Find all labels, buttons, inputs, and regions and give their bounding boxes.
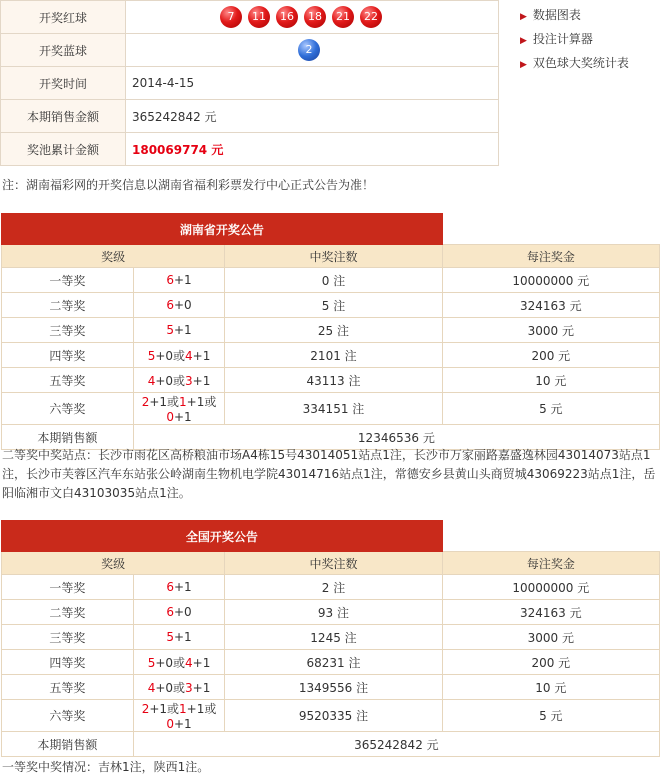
prize-level: 二等奖 xyxy=(2,293,134,318)
prize-row xyxy=(2,625,660,650)
prize-amount: 5 元 xyxy=(442,700,659,732)
match-rule-part: +1或 xyxy=(186,702,217,716)
match-rule-part: 5 xyxy=(147,655,156,670)
winner-count: 9520335 注 xyxy=(225,700,442,732)
col-header-prize: 每注奖金 xyxy=(442,552,659,575)
match-rule-part: 4 xyxy=(147,680,156,695)
prize-level: 三等奖 xyxy=(2,318,134,343)
prize-level: 二等奖 xyxy=(2,600,134,625)
match-rule-part: 5 xyxy=(166,323,174,337)
jackpot-amount: 180069774 元 xyxy=(126,133,499,166)
match-rule xyxy=(133,575,225,600)
prize-row xyxy=(2,318,660,343)
prize-row xyxy=(2,293,660,318)
match-rule-part: 6 xyxy=(166,605,174,619)
hunan-second-prize-stations: 二等奖中奖站点：长沙市雨花区高桥粮油市场A4栋15号43014051站点1注，长沙市万家丽路嘉盛逸林园43014073站点1注，长沙市芙蓉区汽车东站张公岭湖南生物机电学院43014716站点1注，常德安乡县黄山头商贸城43069223站点1注，岳阳临湘市文白43103035站点1注。 xyxy=(2,448,656,500)
sales-value: 365242842 元 xyxy=(133,732,659,757)
match-rule-part: 5 xyxy=(147,348,156,363)
match-rule-part: 3 xyxy=(185,373,193,388)
section-title: 湖南省开奖公告 xyxy=(2,214,443,245)
prize-row xyxy=(2,343,660,368)
red-ball: 11 xyxy=(248,6,270,28)
match-rule xyxy=(133,625,225,650)
match-rule-part: +1 xyxy=(174,580,192,594)
triangle-right-icon: ▶ xyxy=(520,60,527,70)
match-rule xyxy=(133,675,225,700)
winner-count: 93 注 xyxy=(225,600,442,625)
link-label: 双色球大奖统计表 xyxy=(532,56,629,70)
winner-count: 5 注 xyxy=(225,293,442,318)
blue-ball-cell xyxy=(126,34,499,67)
triangle-right-icon: ▶ xyxy=(520,12,527,22)
match-rule-part: 0 xyxy=(166,410,174,424)
match-rule xyxy=(133,368,225,393)
match-rule-part: +1或 xyxy=(149,395,180,409)
prize-amount: 324163 元 xyxy=(442,293,659,318)
prize-amount: 200 元 xyxy=(442,650,659,675)
match-rule-part: 0 xyxy=(166,717,174,731)
side-links xyxy=(520,6,629,78)
triangle-right-icon: ▶ xyxy=(520,36,527,46)
match-rule-part: 6 xyxy=(166,580,174,594)
national-first-prize-info: 一等奖中奖情况：吉林1注，陕西1注。 xyxy=(2,760,210,774)
red-ball: 7 xyxy=(220,6,242,28)
sales-label: 本期销售额 xyxy=(2,732,134,757)
national-results-table xyxy=(1,520,660,757)
match-rule-part: +0或 xyxy=(155,680,186,695)
sales-value: 12346536 元 xyxy=(133,425,659,450)
match-rule xyxy=(133,393,225,425)
red-balls-label: 开奖红球 xyxy=(1,1,126,34)
prize-level: 五等奖 xyxy=(2,368,134,393)
winner-count: 0 注 xyxy=(225,268,442,293)
prize-level: 四等奖 xyxy=(2,650,134,675)
prize-row xyxy=(2,393,660,425)
match-rule-part: +1或 xyxy=(149,702,180,716)
prize-amount: 10 元 xyxy=(442,675,659,700)
link-jackpot-stats[interactable] xyxy=(520,54,629,78)
match-rule xyxy=(133,293,225,318)
prize-row xyxy=(2,675,660,700)
match-rule-part: +1 xyxy=(174,717,192,731)
link-label: 投注计算器 xyxy=(532,32,593,46)
draw-date: 2014-4-15 xyxy=(126,67,499,100)
prize-level: 五等奖 xyxy=(2,675,134,700)
match-rule xyxy=(133,700,225,732)
match-rule-part: +1 xyxy=(174,410,192,424)
prize-amount: 10000000 元 xyxy=(442,575,659,600)
draw-info-table xyxy=(0,0,499,166)
prize-level: 四等奖 xyxy=(2,343,134,368)
match-rule xyxy=(133,600,225,625)
match-rule-part: +0 xyxy=(174,605,192,619)
match-rule-part: 4 xyxy=(185,348,193,363)
blue-ball-label: 开奖蓝球 xyxy=(1,34,126,67)
winner-count: 1245 注 xyxy=(225,625,442,650)
match-rule-part: 1 xyxy=(179,702,187,716)
red-ball: 21 xyxy=(332,6,354,28)
prize-level: 六等奖 xyxy=(2,700,134,732)
match-rule-part: +0或 xyxy=(155,373,186,388)
match-rule-part: +1 xyxy=(174,630,192,644)
prize-level: 一等奖 xyxy=(2,268,134,293)
match-rule-part: 4 xyxy=(185,655,193,670)
prize-level: 三等奖 xyxy=(2,625,134,650)
match-rule-part: 3 xyxy=(185,680,193,695)
winner-count: 334151 注 xyxy=(225,393,442,425)
match-rule-part: +0或 xyxy=(155,348,186,363)
prize-row xyxy=(2,575,660,600)
red-ball: 16 xyxy=(276,6,298,28)
match-rule-part: 5 xyxy=(166,630,174,644)
winner-count: 2 注 xyxy=(225,575,442,600)
winner-count: 2101 注 xyxy=(225,343,442,368)
match-rule-part: +0 xyxy=(174,298,192,312)
link-data-chart[interactable] xyxy=(520,6,629,30)
col-header-count: 中奖注数 xyxy=(225,245,442,268)
match-rule-part: +1 xyxy=(174,273,192,287)
match-rule-part: 2 xyxy=(141,395,150,409)
match-rule-part: +1 xyxy=(174,323,192,337)
col-header-count: 中奖注数 xyxy=(225,552,442,575)
match-rule xyxy=(133,650,225,675)
red-balls xyxy=(126,1,499,34)
match-rule xyxy=(133,343,225,368)
match-rule-part: +1 xyxy=(192,348,211,363)
draw-date-label: 开奖时间 xyxy=(1,67,126,100)
prize-row xyxy=(2,700,660,732)
jackpot-label: 奖池累计金额 xyxy=(1,133,126,166)
match-rule-part: 2 xyxy=(141,702,150,716)
prize-amount: 3000 元 xyxy=(442,318,659,343)
prize-amount: 10000000 元 xyxy=(442,268,659,293)
match-rule-part: 6 xyxy=(166,298,174,312)
red-ball: 22 xyxy=(360,6,382,28)
prize-amount: 10 元 xyxy=(442,368,659,393)
sales-amount: 365242842 元 xyxy=(126,100,499,133)
disclaimer-note: 注：湖南福彩网的开奖信息以湖南省福利彩票发行中心正式公告为准！ xyxy=(2,178,375,192)
winner-count: 25 注 xyxy=(225,318,442,343)
col-header-level: 奖级 xyxy=(2,245,225,268)
hunan-results-table xyxy=(1,213,660,450)
prize-row xyxy=(2,368,660,393)
match-rule-part: 1 xyxy=(179,395,187,409)
prize-amount: 5 元 xyxy=(442,393,659,425)
prize-amount: 3000 元 xyxy=(442,625,659,650)
prize-row xyxy=(2,650,660,675)
match-rule-part: +1或 xyxy=(186,395,217,409)
red-ball: 18 xyxy=(304,6,326,28)
prize-level: 一等奖 xyxy=(2,575,134,600)
blue-ball: 2 xyxy=(298,39,320,61)
sales-amount-label: 本期销售金额 xyxy=(1,100,126,133)
match-rule-part: 4 xyxy=(147,373,156,388)
prize-level: 六等奖 xyxy=(2,393,134,425)
prize-row xyxy=(2,268,660,293)
col-header-prize: 每注奖金 xyxy=(442,245,659,268)
section-title: 全国开奖公告 xyxy=(2,521,443,552)
prize-amount: 324163 元 xyxy=(442,600,659,625)
match-rule-part: +0或 xyxy=(155,655,186,670)
match-rule xyxy=(133,268,225,293)
link-bet-calculator[interactable] xyxy=(520,30,629,54)
match-rule-part: +1 xyxy=(192,655,211,670)
prize-amount: 200 元 xyxy=(442,343,659,368)
match-rule-part: 6 xyxy=(166,273,174,287)
prize-row xyxy=(2,600,660,625)
link-label: 数据图表 xyxy=(532,8,581,22)
winner-count: 68231 注 xyxy=(225,650,442,675)
sales-label: 本期销售额 xyxy=(2,425,134,450)
winner-count: 43113 注 xyxy=(225,368,442,393)
col-header-level: 奖级 xyxy=(2,552,225,575)
match-rule-part: +1 xyxy=(192,680,211,695)
match-rule xyxy=(133,318,225,343)
winner-count: 1349556 注 xyxy=(225,675,442,700)
match-rule-part: +1 xyxy=(192,373,211,388)
